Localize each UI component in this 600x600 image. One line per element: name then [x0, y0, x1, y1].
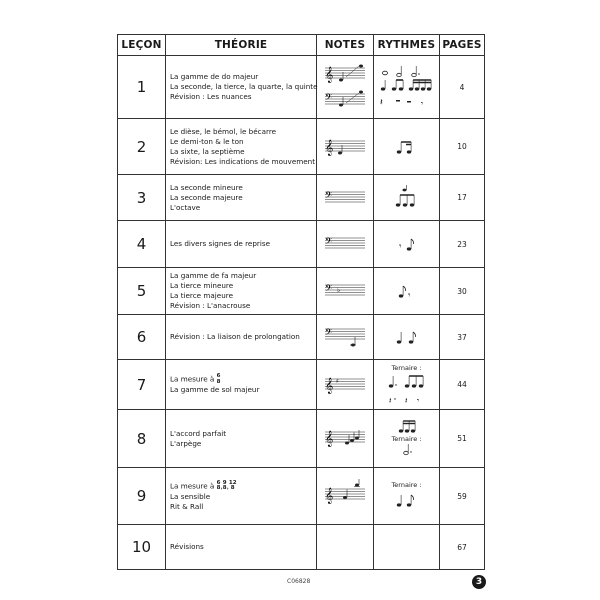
music-staff-icon	[323, 233, 367, 255]
lesson-page: 23	[440, 221, 485, 268]
theory-line: L'arpège	[170, 438, 202, 448]
theory-line: La mesure à 6 8 , 9 8 , 12 8	[170, 479, 237, 491]
ternary-label: Ternaire :	[391, 434, 422, 443]
theory-line: Rit & Rall	[170, 501, 204, 511]
lesson-notes	[317, 175, 374, 221]
lesson-number: 7	[118, 360, 166, 410]
theory-line: Révision : L'anacrouse	[170, 301, 251, 310]
theory-line: Les divers signes de reprise	[170, 239, 271, 248]
lesson-page: 17	[440, 175, 485, 221]
lesson-theory	[166, 56, 317, 119]
lesson-page: 4	[440, 56, 485, 119]
theory-line: La seconde, la tierce, la quarte, la quinte	[170, 82, 318, 91]
treble-clef-icon: 𝄞	[325, 139, 334, 156]
rest-icon: 𝄾	[398, 242, 401, 252]
catalog-code: C06828	[287, 578, 311, 585]
lesson-page: 59	[440, 468, 485, 525]
theory-line: Révision : La liaison de prolongation	[170, 332, 300, 341]
time-signature: 6 8	[216, 479, 221, 491]
table-row	[118, 468, 485, 525]
lesson-rhythms	[374, 315, 440, 360]
bass-clef-icon: 𝄢	[325, 189, 333, 203]
lesson-notes	[317, 410, 374, 468]
theory-line: La tierce mineure	[170, 281, 234, 290]
lesson-notes	[317, 221, 374, 268]
lesson-number: 3	[118, 175, 166, 221]
rhythm-icon	[377, 63, 437, 111]
sharp-icon: ♯	[336, 377, 339, 385]
lesson-page: 37	[440, 315, 485, 360]
music-staff-icon	[323, 479, 367, 513]
bass-clef-icon: 𝄢	[325, 236, 333, 249]
page-number-badge: 3	[472, 575, 486, 589]
music-staff-icon	[323, 187, 367, 209]
svg-text:𝄾: 𝄾	[416, 395, 419, 405]
treble-clef-icon: 𝄞	[325, 430, 334, 447]
lesson-theory	[166, 175, 317, 221]
treble-clef-icon: 𝄞	[325, 67, 334, 83]
lesson-rhythms	[374, 221, 440, 268]
rest-icon	[389, 396, 419, 405]
table-row	[118, 221, 485, 268]
time-signature: 12 8	[228, 479, 237, 491]
lesson-notes	[317, 360, 374, 410]
lesson-page: 51	[440, 410, 485, 468]
bass-clef-icon: 𝄢	[325, 283, 333, 296]
music-staff-icon	[323, 64, 367, 110]
lesson-theory	[166, 268, 317, 315]
theory-line: L'octave	[170, 202, 201, 212]
theory-text: La mesure à	[170, 481, 215, 490]
theory-line: La gamme de sol majeur	[170, 385, 260, 394]
table-row	[118, 360, 485, 410]
theory-line: La tierce majeure	[170, 291, 233, 300]
table-row	[118, 175, 485, 221]
header-lecon: LEÇON	[118, 35, 166, 56]
bass-clef-icon: 𝄢	[325, 92, 333, 105]
theory-line: Révisions	[170, 542, 204, 551]
header-notes: NOTES	[317, 35, 374, 56]
lesson-theory	[166, 525, 317, 570]
lesson-notes	[317, 468, 374, 525]
flat-icon: ♭	[337, 286, 341, 294]
lesson-page: 67	[440, 525, 485, 570]
theory-line: La gamme de do majeur	[170, 72, 259, 81]
music-staff-icon	[323, 324, 367, 350]
table-row	[118, 268, 485, 315]
lessons-table	[117, 34, 485, 570]
rest-icon: 𝄾	[407, 291, 410, 301]
rhythm-icon	[377, 372, 437, 406]
lesson-theory	[166, 468, 317, 525]
table-row	[118, 119, 485, 175]
header-pages: PAGES	[440, 35, 485, 56]
lesson-number: 4	[118, 221, 166, 268]
ternary-label: Ternaire :	[391, 481, 422, 489]
music-staff-icon	[323, 135, 367, 159]
theory-text: La mesure à	[170, 374, 215, 384]
lesson-number: 9	[118, 468, 166, 525]
lesson-rhythms	[374, 119, 440, 175]
lesson-notes	[317, 56, 374, 119]
lesson-theory	[166, 360, 317, 410]
lesson-rhythms	[374, 175, 440, 221]
time-signature: 6 8	[216, 373, 221, 385]
lesson-rhythms	[374, 410, 440, 468]
rhythm-icon	[377, 419, 437, 435]
rhythm-icon	[377, 233, 437, 255]
rhythm-icon	[377, 185, 437, 211]
lesson-number: 6	[118, 315, 166, 360]
theory-line	[170, 374, 316, 385]
rhythm-icon	[377, 280, 437, 302]
lesson-theory	[166, 315, 317, 360]
ternary-label: Ternaire :	[391, 363, 422, 372]
time-signature: 9 8	[222, 479, 227, 491]
lesson-number: 10	[118, 525, 166, 570]
lesson-notes	[317, 268, 374, 315]
music-staff-icon	[323, 424, 367, 454]
lesson-theory	[166, 410, 317, 468]
lesson-number: 5	[118, 268, 166, 315]
bass-clef-icon: 𝄢	[325, 327, 333, 340]
lesson-rhythms	[374, 468, 440, 525]
theory-line: La seconde majeure	[170, 192, 243, 202]
svg-text:𝄽: 𝄽	[404, 395, 407, 405]
lesson-number: 2	[118, 119, 166, 175]
svg-text:𝄽: 𝄽	[388, 395, 391, 405]
music-staff-icon	[323, 280, 367, 302]
table-row	[118, 525, 485, 570]
lesson-number: 8	[118, 410, 166, 468]
theory-line: La seconde mineure	[170, 182, 243, 192]
lesson-rhythms	[374, 268, 440, 315]
table-header-row	[118, 35, 485, 56]
rhythm-icon	[377, 136, 437, 158]
lesson-rhythms	[374, 360, 440, 410]
theory-line: La sensible	[170, 491, 211, 501]
lesson-notes	[317, 119, 374, 175]
rest-icon	[380, 98, 423, 108]
header-rythmes: RYTHMES	[374, 35, 440, 56]
theory-line: L'accord parfait	[170, 428, 227, 438]
lesson-theory	[166, 119, 317, 175]
lesson-notes	[317, 525, 374, 570]
theory-line: Révision: Les indications de mouvement	[170, 156, 316, 166]
lesson-page: 44	[440, 360, 485, 410]
table-row	[118, 315, 485, 360]
theory-line: La gamme de fa majeur	[170, 271, 257, 280]
theory-line: La sixte, la septième	[170, 146, 245, 156]
theory-line: Le demi-ton & le ton	[170, 136, 244, 146]
svg-text:𝄽: 𝄽	[379, 98, 383, 108]
music-staff-icon	[323, 373, 367, 397]
header-theorie: THÉORIE	[166, 35, 317, 56]
table-row	[118, 56, 485, 119]
treble-clef-icon: 𝄞	[325, 377, 334, 394]
svg-text:𝄾: 𝄾	[420, 99, 423, 108]
lesson-theory	[166, 221, 317, 268]
lesson-rhythms	[374, 56, 440, 119]
rhythm-icon	[377, 326, 437, 348]
theory-line: Le dièse, le bémol, le bécarre	[170, 126, 277, 136]
lesson-page: 10	[440, 119, 485, 175]
rhythm-icon	[377, 489, 437, 511]
lesson-notes	[317, 315, 374, 360]
treble-clef-icon: 𝄞	[325, 488, 334, 504]
lesson-number: 1	[118, 56, 166, 119]
table-row	[118, 410, 485, 468]
theory-line: Révision : Les nuances	[170, 92, 252, 101]
lesson-rhythms	[374, 525, 440, 570]
rhythm-icon	[377, 443, 437, 459]
lesson-page: 30	[440, 268, 485, 315]
